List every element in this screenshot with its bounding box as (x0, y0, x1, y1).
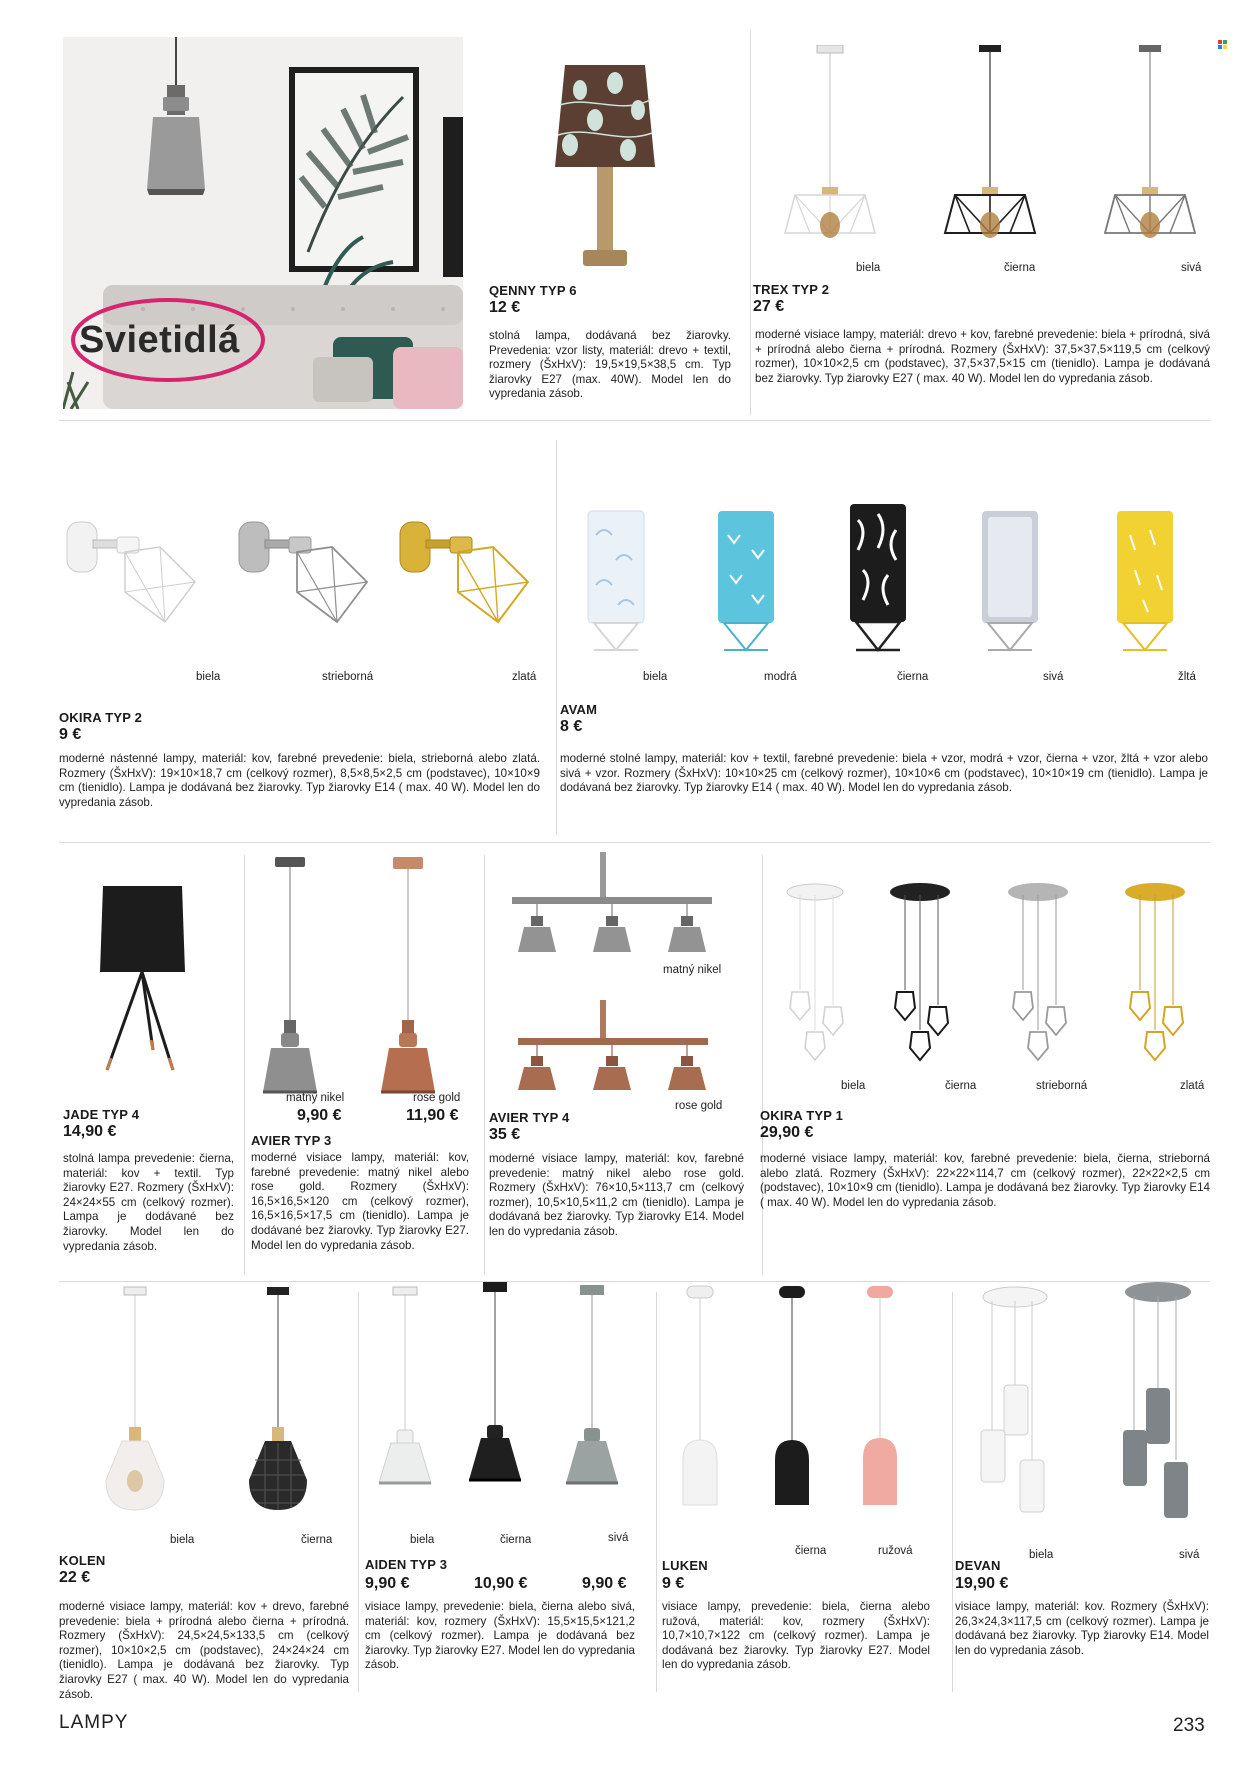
jade-name: JADE TYP 4 (63, 1107, 140, 1122)
devan-name: DEVAN (955, 1558, 1001, 1573)
devan-desc: visiace lampy, materiál: kov. Rozmery (ŠxHxV): 26,3×24,3×117,5 cm (celkový rozmer). Lampa je dodávaná bez žiarovky. Typ žiarovky E14. Model len do vypredania zásob. (955, 1600, 1209, 1657)
kolen-variant-label: čierna (301, 1534, 333, 1546)
avam-variant-label: čierna (897, 671, 929, 683)
luken-variant-label: ružová (878, 1545, 913, 1557)
hero-title: Svietidlá (79, 319, 240, 361)
okira2-lamp-silver-image (237, 512, 377, 632)
aiden-lamp-grey-image (562, 1283, 622, 1508)
kolen-price: 22 € (59, 1569, 91, 1586)
okira2-price: 9 € (59, 726, 82, 743)
trex-price: 27 € (753, 298, 785, 315)
trex-desc: moderné visiace lampy, materiál: drevo + kov, farebné prevedenie: biela + prírodná, sivá + prírodná alebo čierna + prírodná. Rozmery (ŠxHxV): 37,5×37,5×119,5 cm (celkový rozmer), 10×10×2,5 cm (podstavec), 37,5×37,5×15 cm (tienidlo). Lampa je dodávaná bez žiarovky. Typ žiarovky E27 ( max. 40 W). Model len do vypredania zásob. (755, 328, 1210, 385)
avam-lamp-white-image (586, 505, 646, 655)
divider-v-row3b (484, 855, 485, 1275)
okira1-name: OKIRA TYP 1 (760, 1108, 844, 1123)
okira1-lamp-black-image (880, 880, 960, 1070)
aiden-price: 9,90 € (365, 1575, 410, 1592)
divider-v-row4a (358, 1292, 359, 1692)
okira2-name: OKIRA TYP 2 (59, 710, 143, 725)
avam-variant-label: biela (643, 671, 668, 683)
avier4-lamp-rose-image (510, 1000, 715, 1100)
qenny-desc: stolná lampa, dodávaná bez žiarovky. Prevedenia: vzor listy, materiál: drevo + textil, rozmery (ŠxHxV): 19,5×19,5×38,5 cm. Typ žiarovky E27 (max. 40W). Model len do vypredania zásob. (489, 329, 731, 401)
luken-variant-label: čierna (795, 1545, 827, 1557)
avam-desc: moderné stolné lampy, materiál: kov + textil, farebné prevedenie: biela + vzor, modrá + vzor, čierna + vzor, žltá + vzor alebo sivá + vzor. Rozmery (ŠxHxV): 10×10×25 cm (celkový rozmer), 10×10×6 cm (podstavec), 10×10×19 cm (tienidlo). Lampa je dodávaná bez žiarovky. Typ žiarovky E14 ( max. 40 W). Model len do vypredania zásob. (560, 752, 1208, 795)
avier3-lamp-nikel-image (255, 855, 325, 1095)
aiden-price: 9,90 € (582, 1575, 627, 1592)
divider-v-row3a (244, 855, 245, 1275)
qenny-lamp-image (550, 55, 660, 273)
hero-image (63, 37, 463, 409)
kolen-variant-label: biela (170, 1534, 195, 1546)
avier3-price: 11,90 € (406, 1107, 459, 1124)
avier3-lamp-rose-image (373, 855, 443, 1095)
trex-lamp-grey-image (1095, 45, 1205, 245)
jade-desc: stolná lampa prevedenie: čierna, materiál: kov + textil. Typ žiarovky E27. Rozmery (ŠxHxV): 24×24×55 cm (celkový rozmer). Lampa je dodávané bez žiarovky. Model len do vypredania zásob. (63, 1152, 234, 1253)
okira1-lamp-white-image (775, 880, 855, 1070)
trex-lamp-black-image (935, 45, 1045, 245)
avam-variant-label: žltá (1178, 671, 1196, 683)
avam-lamp-black-image (848, 500, 908, 655)
aiden-lamp-white-image (375, 1285, 435, 1510)
aiden-price: 10,90 € (474, 1575, 528, 1592)
luken-lamp-pink-image (855, 1280, 905, 1520)
avier4-label-nikel: matný nikel (663, 964, 722, 976)
devan-lamp-white-image (970, 1285, 1065, 1530)
avam-variant-label: sivá (1043, 671, 1064, 683)
trex-name: TREX TYP 2 (753, 282, 830, 297)
trex-variant-label: čierna (1004, 262, 1036, 274)
avier4-name: AVIER TYP 4 (489, 1110, 570, 1125)
avier3-desc: moderné visiace lampy, materiál: kov, farebné prevedenie: matný nikel alebo rose gold. Rozmery (ŠxHxV): 16,5×16,5×120 cm (celkový rozmer), 16,5×16,5×17,5 cm (tienidlo). Lampa je dodávané bez žiarovky. Typ žiarovky E27. Model len do vypredania zásob. (251, 1151, 469, 1252)
okira2-lamp-gold-image (398, 512, 538, 632)
luken-lamp-white-image (675, 1280, 725, 1520)
avier3-price: 9,90 € (297, 1107, 342, 1124)
trex-variant-label: biela (856, 262, 881, 274)
okira1-lamp-silver-image (998, 880, 1078, 1070)
okira1-variant-label: zlatá (1180, 1080, 1205, 1092)
devan-price: 19,90 € (955, 1575, 1009, 1592)
avam-lamp-blue-image (716, 505, 776, 655)
kolen-lamp-black-image (243, 1285, 313, 1515)
qenny-price: 12 € (489, 299, 521, 316)
okira1-variant-label: strieborná (1036, 1080, 1088, 1092)
divider-row-2 (59, 842, 1210, 843)
luken-price: 9 € (662, 1575, 685, 1592)
devan-variant-label: sivá (1179, 1549, 1200, 1561)
avier4-label-rose: rose gold (675, 1100, 723, 1112)
divider-v-row3c (762, 855, 763, 1275)
avam-price: 8 € (560, 718, 583, 735)
jade-lamp-image (95, 880, 190, 1080)
section-title: LAMPY (59, 1712, 129, 1733)
corner-marker-icon (1218, 36, 1227, 45)
avier3-name: AVIER TYP 3 (251, 1133, 332, 1148)
aiden-desc: visiace lampy, prevedenie: biela, čierna alebo sivá, materiál: kov, rozmery (ŠxHxV): 15,5×15,5×121,2 cm (celkový rozmer). Lampa je dodávaná bez žiarovky. Typ žiarovky E27. Model len do vypredania zásob. (365, 1600, 635, 1672)
jade-price: 14,90 € (63, 1123, 117, 1140)
devan-variant-label: biela (1029, 1549, 1054, 1561)
aiden-lamp-black-image (465, 1280, 525, 1505)
okira2-variant-label: zlatá (512, 671, 537, 683)
trex-lamp-white-image (775, 45, 885, 245)
avier4-desc: moderné visiace lampy, materiál: kov, farebné prevedenie: matný nikel alebo rose gold. Rozmery (ŠxHxV): 76×10,5×113,7 cm (celkový rozmer), 10,5×10,5×11,2 cm (tienidlo). Lampa je dodávaná bez žiarovky. Typ žiarovky E14. Model len do vypredania zásob. (489, 1152, 744, 1238)
qenny-name: QENNY TYP 6 (489, 283, 577, 298)
divider-v-row2 (556, 440, 557, 835)
divider-v-row4c (952, 1292, 953, 1692)
avam-lamp-yellow-image (1115, 505, 1175, 655)
okira2-lamp-white-image (65, 512, 205, 632)
avam-lamp-grey-image (980, 505, 1040, 655)
kolen-lamp-white-image (100, 1285, 170, 1515)
okira1-price: 29,90 € (760, 1124, 814, 1141)
kolen-name: KOLEN (59, 1553, 106, 1568)
aiden-variant-label: sivá (608, 1532, 629, 1544)
avam-variant-label: modrá (764, 671, 797, 683)
trex-variant-label: sivá (1181, 262, 1202, 274)
divider-row-1 (59, 420, 1210, 421)
aiden-name: AIDEN TYP 3 (365, 1557, 448, 1572)
avier3-variant-label: rose gold (413, 1092, 461, 1104)
okira1-variant-label: čierna (945, 1080, 977, 1092)
okira2-variant-label: strieborná (322, 671, 374, 683)
luken-name: LUKEN (662, 1558, 708, 1573)
okira2-variant-label: biela (196, 671, 221, 683)
okira1-variant-label: biela (841, 1080, 866, 1092)
divider-v-row4b (656, 1292, 657, 1692)
luken-desc: visiace lampy, prevedenie: biela, čierna alebo ružová, materiál: kov, rozmery (ŠxHxV): 10,7×10,7×122 cm (celkový rozmer). Lampa je dodávaná bez žiarovky. Typ žiarovky E27. Model len do vypredania zásob. (662, 1600, 930, 1672)
avier4-price: 35 € (489, 1126, 521, 1143)
page-number: 233 (1173, 1715, 1205, 1736)
divider-v-top (750, 30, 751, 415)
aiden-variant-label: biela (410, 1534, 435, 1546)
devan-lamp-grey-image (1108, 1280, 1203, 1530)
aiden-variant-label: čierna (500, 1534, 532, 1546)
okira1-lamp-gold-image (1115, 880, 1195, 1070)
okira2-desc: moderné nástenné lampy, materiál: kov, farebné prevedenie: biela, strieborná alebo zlatá. Rozmery (ŠxHxV): 19×10×18,7 cm (celkový rozmer), 8,5×8,5×2,5 cm (podstavec), 10×10×9 cm (tienidlo). Lampa je dodávaná bez žiarovky. Typ žiarovky E14 ( max. 40 W). Model len do vypredania zásob. (59, 752, 540, 809)
avier3-variant-label: matný nikel (286, 1092, 345, 1104)
divider-row-3 (59, 1281, 1210, 1282)
luken-lamp-black-image (767, 1280, 817, 1520)
avam-name: AVAM (560, 702, 598, 717)
avier4-lamp-nikel-image (510, 852, 715, 972)
okira1-desc: moderné visiace lampy, materiál: kov, farebné prevedenie: biela, čierna, strieborná alebo zlatá. Rozmery (ŠxHxV): 22×22×114,7 cm (celkový rozmer), 22×22×2,5 cm (podstavec), 10×10×9 cm (tienidlo). Lampa je dodávaná bez žiarovky. Typ žiarovky E14 ( max. 40 W). Model len do vypredania zásob. (760, 1152, 1210, 1209)
kolen-desc: moderné visiace lampy, materiál: kov + drevo, farebné prevedenie: biela + prírodná alebo čierna + prírodná. Rozmery (ŠxHxV): 24,5×24,5×133,5 cm (celkový rozmer), 10×10×2,5 cm (podstavec), 24×24×24 cm (tienidlo). Lampa je dodávaná bez žiarovky. Typ žiarovky E27 ( max. 40 W). Model len do vypredania zásob. (59, 1600, 349, 1701)
